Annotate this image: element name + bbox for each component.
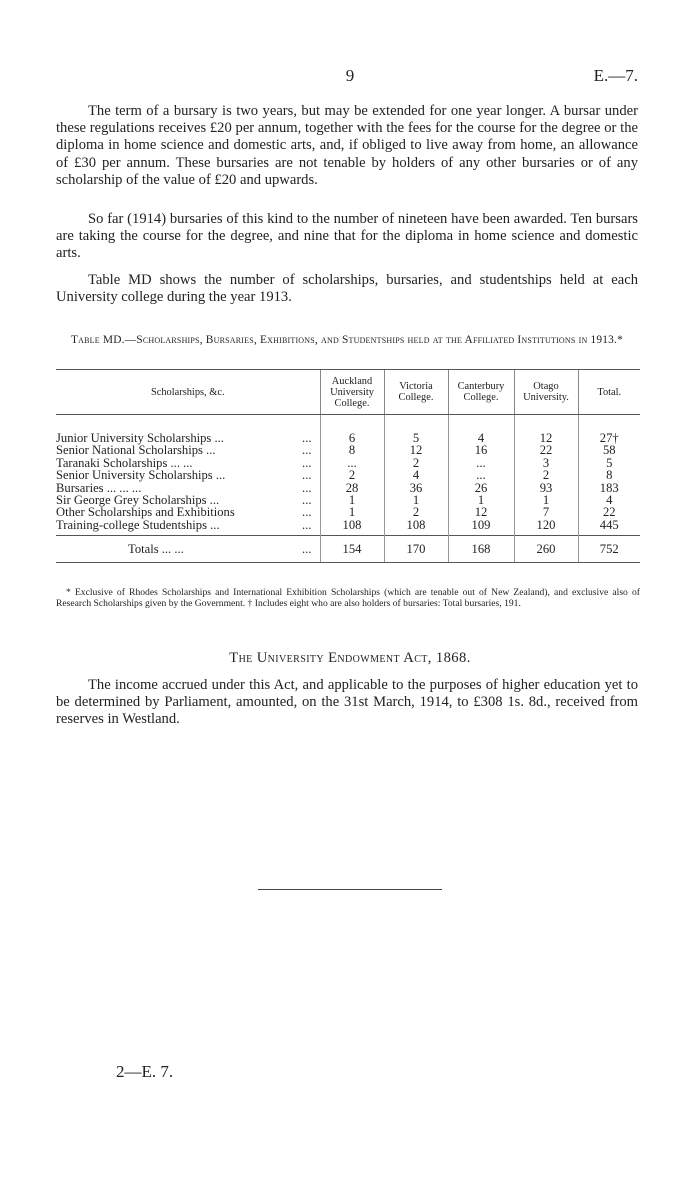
cell-auckland: 8 <box>320 444 384 456</box>
row-leader-dots: ... <box>302 455 312 470</box>
cell-otago: 120 <box>514 519 578 531</box>
cell-otago: 3 <box>514 457 578 469</box>
table-footnote: * Exclusive of Rhodes Scholarships and International Exhibition Scholarships (which are tenable out of New Zealand), and exclusive also of Research Scholarships given by the Government. † Includes eight who are also holders of bursaries: Total bursaries, 191. <box>56 587 640 610</box>
cell-auckland: 6 <box>320 432 384 444</box>
signature-mark: 2—E. 7. <box>116 1062 174 1081</box>
cell-total: 27† <box>578 432 640 444</box>
row-leader-dots: ... <box>302 431 312 445</box>
cell-auckland: 1 <box>320 494 384 506</box>
table-totals-row <box>56 536 640 563</box>
row-leader-dots: ... <box>302 480 312 495</box>
cell-otago: 2 <box>514 469 578 481</box>
cell-auckland: 28 <box>320 482 384 494</box>
cell-otago: 7 <box>514 506 578 518</box>
cell-canterbury: ... <box>448 457 514 469</box>
cell-victoria: 2 <box>384 506 448 518</box>
cell-auckland: 2 <box>320 469 384 481</box>
cell-canterbury: 1 <box>448 494 514 506</box>
table-row <box>56 506 640 518</box>
table-spacer-row <box>56 415 640 433</box>
table-row <box>56 519 640 531</box>
row-label: Senior University Scholarships ... <box>56 468 226 483</box>
end-of-section-rule <box>258 889 442 890</box>
header-canterbury: Canterbury College. <box>448 370 514 415</box>
table-row <box>56 469 640 481</box>
header-victoria: Victoria College. <box>384 370 448 415</box>
cell-canterbury: 26 <box>448 482 514 494</box>
cell-victoria: 2 <box>384 457 448 469</box>
cell-total: 5 <box>578 457 640 469</box>
cell-canterbury: 109 <box>448 519 514 531</box>
bursaries-awarded-paragraph: So far (1914) bursaries of this kind to the number of nineteen have been awarded. Ten bursars are taking the course for the degree, and nine that for the diploma in home science and domestic arts. <box>56 211 638 262</box>
total-auckland: 154 <box>320 536 384 563</box>
row-label: Bursaries ... ... ... <box>56 480 142 495</box>
total-grand: 752 <box>578 536 640 563</box>
cell-auckland: ... <box>320 457 384 469</box>
totals-label: Totals ... ... <box>56 536 264 563</box>
cell-canterbury: 16 <box>448 444 514 456</box>
cell-victoria: 4 <box>384 469 448 481</box>
cell-otago: 93 <box>514 482 578 494</box>
row-label: Other Scholarships and Exhibitions <box>56 505 235 520</box>
row-label: Training-college Studentships ... <box>56 517 220 532</box>
page-number: 9 <box>345 66 355 85</box>
table-caption <box>56 333 638 348</box>
totals-leader-dots: ... <box>264 536 320 563</box>
table-intro-paragraph: Table MD shows the number of scholarships, bursaries, and studentships held at each University college during the year 1913. <box>56 272 638 306</box>
cell-otago: 22 <box>514 444 578 456</box>
total-canterbury: 168 <box>448 536 514 563</box>
cell-total: 8 <box>578 469 640 481</box>
scholarships-table <box>56 369 640 563</box>
row-leader-dots: ... <box>302 468 312 483</box>
row-label: Senior National Scholarships ... <box>56 443 216 458</box>
cell-auckland: 108 <box>320 519 384 531</box>
cell-canterbury: ... <box>448 469 514 481</box>
row-leader-dots: ... <box>302 443 312 458</box>
cell-otago: 12 <box>514 432 578 444</box>
header-auckland: Auckland University College. <box>320 370 384 415</box>
row-leader-dots: ... <box>302 517 312 532</box>
table-header-row <box>56 370 640 415</box>
row-label: Junior University Scholarships ... <box>56 431 224 445</box>
row-label: Sir George Grey Scholarships ... <box>56 493 220 508</box>
cell-otago: 1 <box>514 494 578 506</box>
bursary-terms-paragraph: The term of a bursary is two years, but may be extended for one year longer. A bursar under these regulations receives £20 per annum, together with the fees for the course for the degree or the diploma in home science and domestic arts, and, if obliged to live away from home, an allowance of £30 per annum. These bursaries are not tenable by holders of any other bursaries or of any scholarship of the value of £20 and upwards. <box>56 103 638 188</box>
row-leader-dots: ... <box>302 493 312 508</box>
cell-victoria: 5 <box>384 432 448 444</box>
cell-victoria: 36 <box>384 482 448 494</box>
cell-canterbury: 4 <box>448 432 514 444</box>
row-leader-dots: ... <box>302 505 312 520</box>
cell-total: 445 <box>578 519 640 531</box>
total-victoria: 170 <box>384 536 448 563</box>
total-otago: 260 <box>514 536 578 563</box>
cell-total: 4 <box>578 494 640 506</box>
row-label: Taranaki Scholarships ... ... <box>56 455 193 470</box>
document-reference: E.—7. <box>593 66 638 85</box>
page-header <box>0 66 700 86</box>
table-row <box>56 444 640 456</box>
endowment-paragraph: The income accrued under this Act, and applicable to the purposes of higher education yet to be determined by Parliament, amounted, on the 31st March, 1914, to £308 1s. 8d., received from reserves in Westland. <box>56 677 638 728</box>
cell-total: 22 <box>578 506 640 518</box>
header-otago: Otago University. <box>514 370 578 415</box>
cell-total: 183 <box>578 482 640 494</box>
header-category: Scholarships, &c. <box>56 370 320 415</box>
cell-auckland: 1 <box>320 506 384 518</box>
cell-victoria: 12 <box>384 444 448 456</box>
endowment-heading: The University Endowment Act, 1868. <box>229 650 471 666</box>
cell-victoria: 1 <box>384 494 448 506</box>
cell-total: 58 <box>578 444 640 456</box>
header-total: Total. <box>578 370 640 415</box>
table-caption-prefix: Table MD.— <box>71 334 137 346</box>
cell-victoria: 108 <box>384 519 448 531</box>
table-caption-text: Scholarships, Bursaries, Exhibitions, and Studentships held at the Affiliated Institutions in 1913.* <box>136 334 623 346</box>
cell-canterbury: 12 <box>448 506 514 518</box>
